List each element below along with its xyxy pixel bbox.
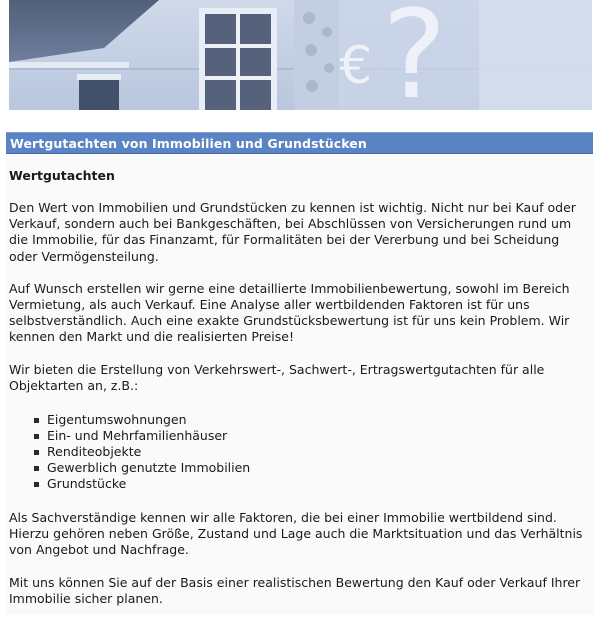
offer-paragraph: Wir bieten die Erstellung von Verkehrswert-, Sachwert-, Ertragswertgutachten für alle Objektarten an, z.B.: — [9, 361, 545, 393]
property-type-list — [9, 412, 587, 492]
list-item: Eigentumswohnungen — [47, 412, 587, 428]
list-item: Grundstücke — [47, 476, 587, 492]
list-item: Gewerblich genutzte Immobilien — [47, 460, 587, 476]
closing-paragraph: Mit uns können Sie auf der Basis einer realistischen Bewertung den Kauf oder Verkauf Ihrer Immobilie sicher planen. — [9, 574, 581, 606]
list-item: Ein- und Mehrfamilienhäuser — [47, 428, 587, 444]
euro-symbol: € — [339, 36, 373, 96]
article-content — [9, 168, 587, 623]
intro-paragraph: Den Wert von Immobilien und Grundstücken zu kennen ist wichtig. Nicht nur bei Kauf oder Verkauf, sondern auch bei Bankgeschäften, bei Abschlüssen von Versicherungen rund um die Immobilie, für das Finanzamt, für Formalitäten bei der Vererbung und bei Scheidung oder Vermögensteilung. — [9, 200, 576, 264]
section-title: Wertgutachten von Immobilien und Grundstücken — [10, 136, 367, 151]
list-item: Renditeobjekte — [47, 444, 587, 460]
header-banner — [9, 0, 592, 110]
article-heading: Wertgutachten — [9, 168, 115, 183]
section-title-bar — [6, 132, 593, 154]
question-mark-symbol: ? — [382, 0, 447, 110]
house-facade-illustration — [9, 0, 592, 110]
service-paragraph: Auf Wunsch erstellen wir gerne eine detaillierte Immobilienbewertung, sowohl im Bereich Vermietung, als auch Verkauf. Eine Analyse aller wertbildenden Faktoren ist für uns selbstverständlich. Auch eine exakte Grundstücksbewertung ist für uns kein Problem. Wir kennen den Markt und die realisierten Preise! — [9, 280, 570, 345]
expertise-paragraph: Als Sachverständige kennen wir alle Faktoren, die bei einer Immobilie wertbildend sind. Hierzu gehören neben Größe, Zustand und Lage auch die Marktsituation und das Verhältnis von Angebot und Nachfrage. — [9, 510, 583, 558]
